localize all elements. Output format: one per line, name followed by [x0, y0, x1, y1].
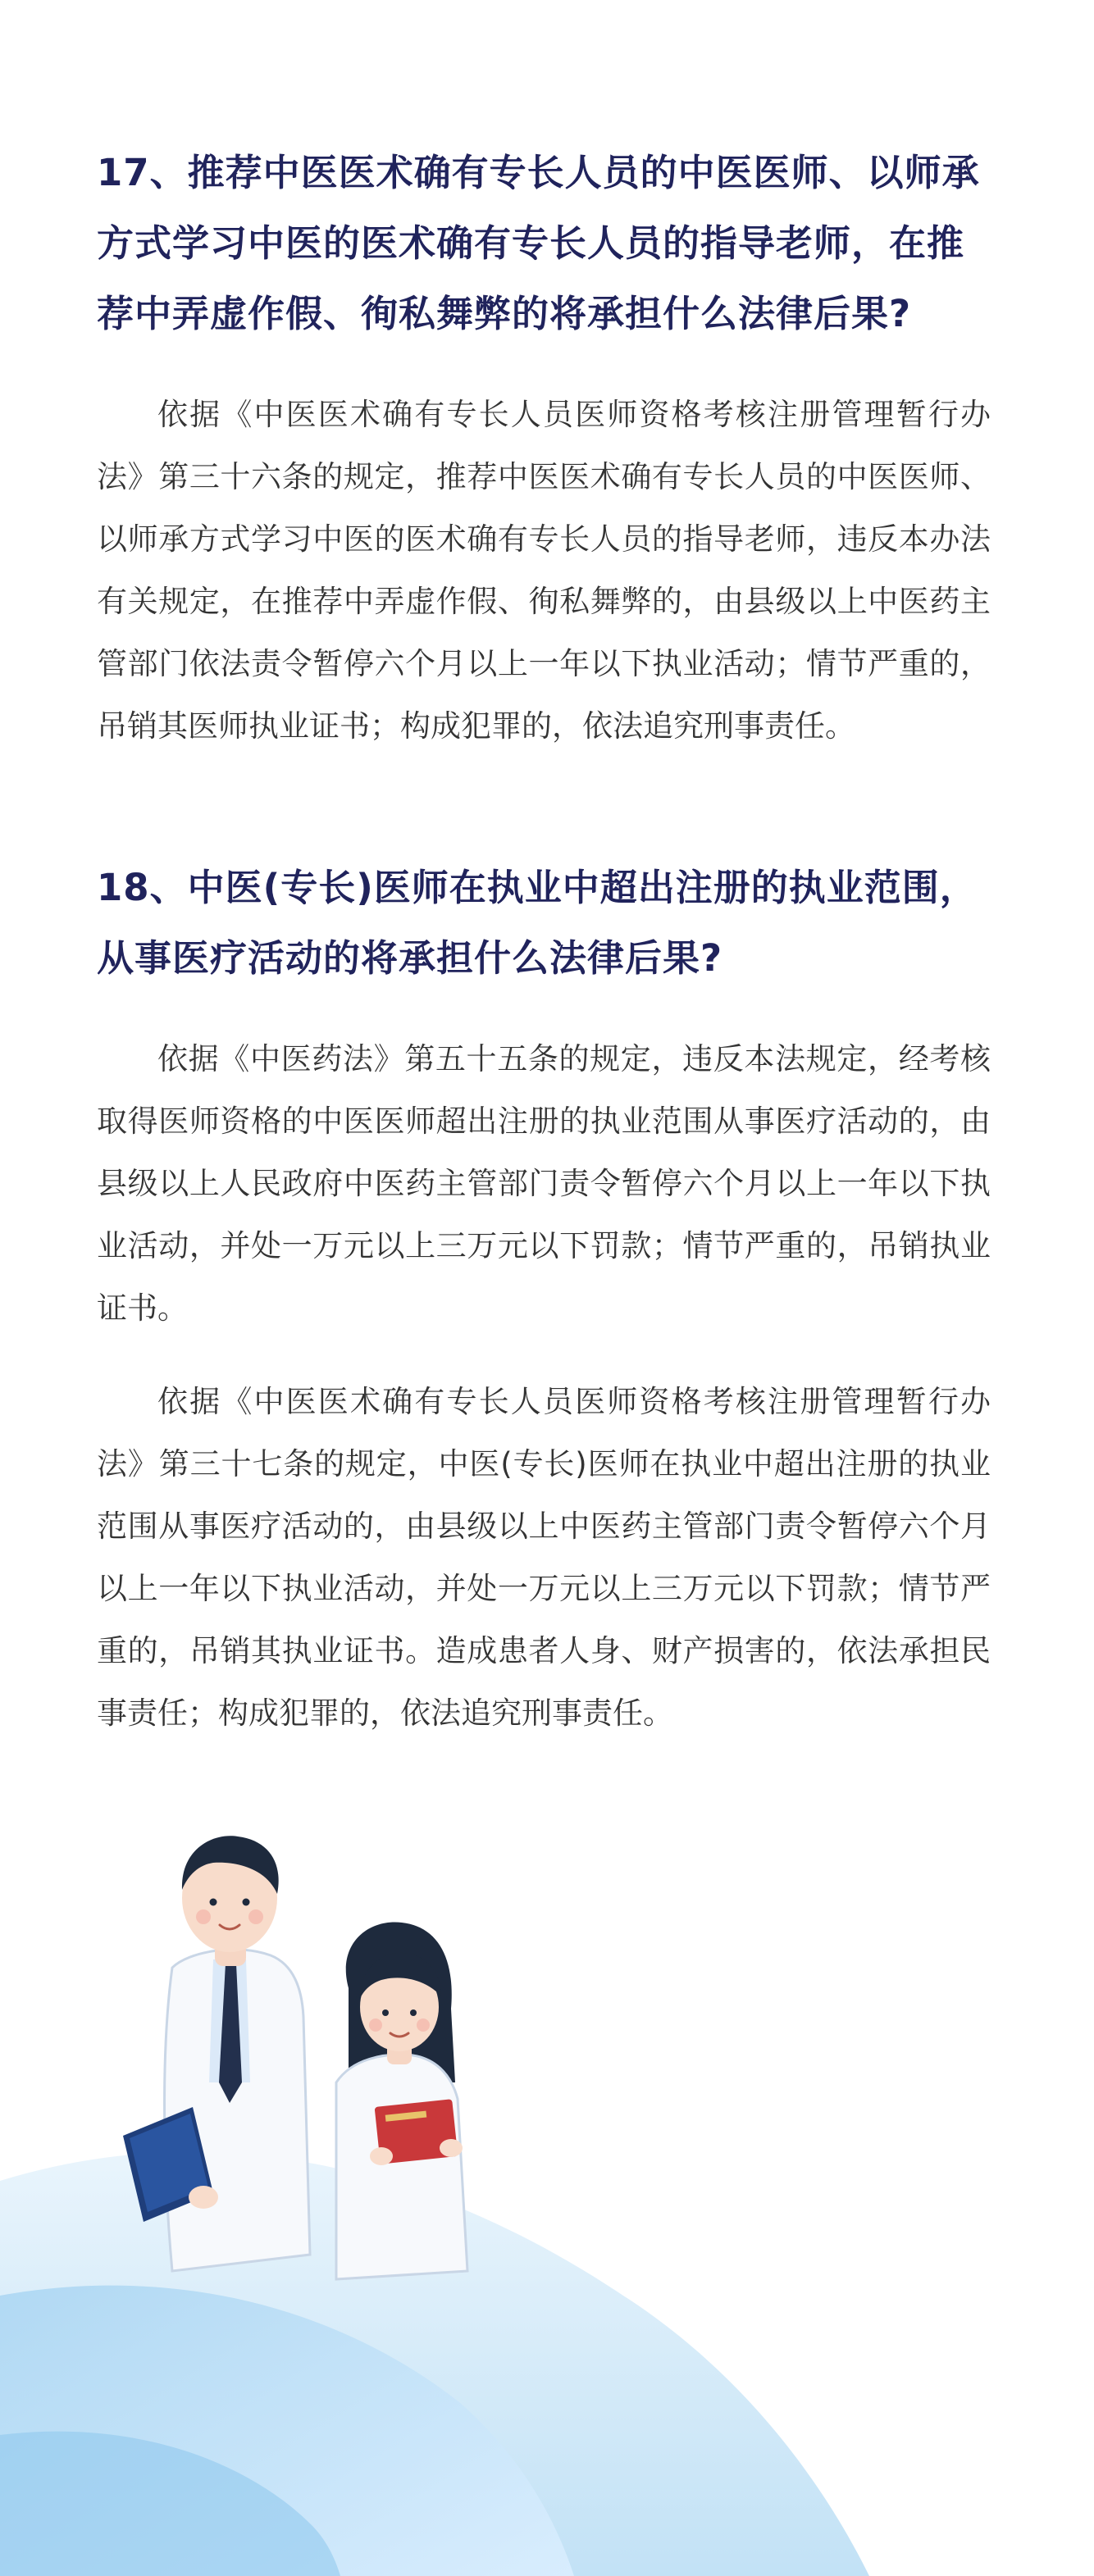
question-17-answer-paragraph: 依据《中医医术确有专长人员医师资格考核注册管理暂行办法》第三十六条的规定，推荐中医医术确有专长人员的中医医师、以师承方式学习中医的医术确有专长人员的指导老师，违反本办法有关规定，在推荐中弄虚作假、徇私舞弊的，由县级以上中医药主管部门依法责令暂停六个月以上一年以下执业活动；情节严重的，吊销其医师执业证书；构成犯罪的，依法追究刑事责任。 [97, 397, 991, 744]
question-18-answer-paragraph-2: 依据《中医医术确有专长人员医师资格考核注册管理暂行办法》第三十七条的规定，中医(专长)医师在执业中超出注册的执业范围从事医疗活动的，由县级以上中医药主管部门责令暂停六个月以上一年以下执业活动，并处一万元以上三万元以下罚款；情节严重的，吊销其执业证书。造成患者人身、财产损害的，依法承担民事责任；构成犯罪的，依法追究刑事责任。 [97, 1384, 991, 1731]
question-17-title: 17、推荐中医医术确有专长人员的中医医师、以师承方式学习中医的医术确有专长人员的指导老师，在推荐中弄虚作假、徇私舞弊的将承担什么法律后果? [97, 151, 980, 335]
question-18 [97, 853, 991, 1745]
male-doctor-figure [123, 1836, 310, 2271]
question-18-answer-paragraph-1: 依据《中医药法》第五十五条的规定，违反本法规定，经考核取得医师资格的中医医师超出注册的执业范围从事医疗活动的，由县级以上人民政府中医药主管部门责令暂停六个月以上一年以下执业活动，并处一万元以上三万元以下罚款；情节严重的，吊销执业证书。 [97, 1041, 991, 1326]
question-18-title: 18、中医(专长)医师在执业中超出注册的执业范围，从事医疗活动的将承担什么法律后果? [97, 866, 978, 980]
doctors-illustration-icon [115, 1812, 508, 2304]
question-17 [97, 138, 991, 758]
female-doctor-figure [336, 1922, 467, 2279]
